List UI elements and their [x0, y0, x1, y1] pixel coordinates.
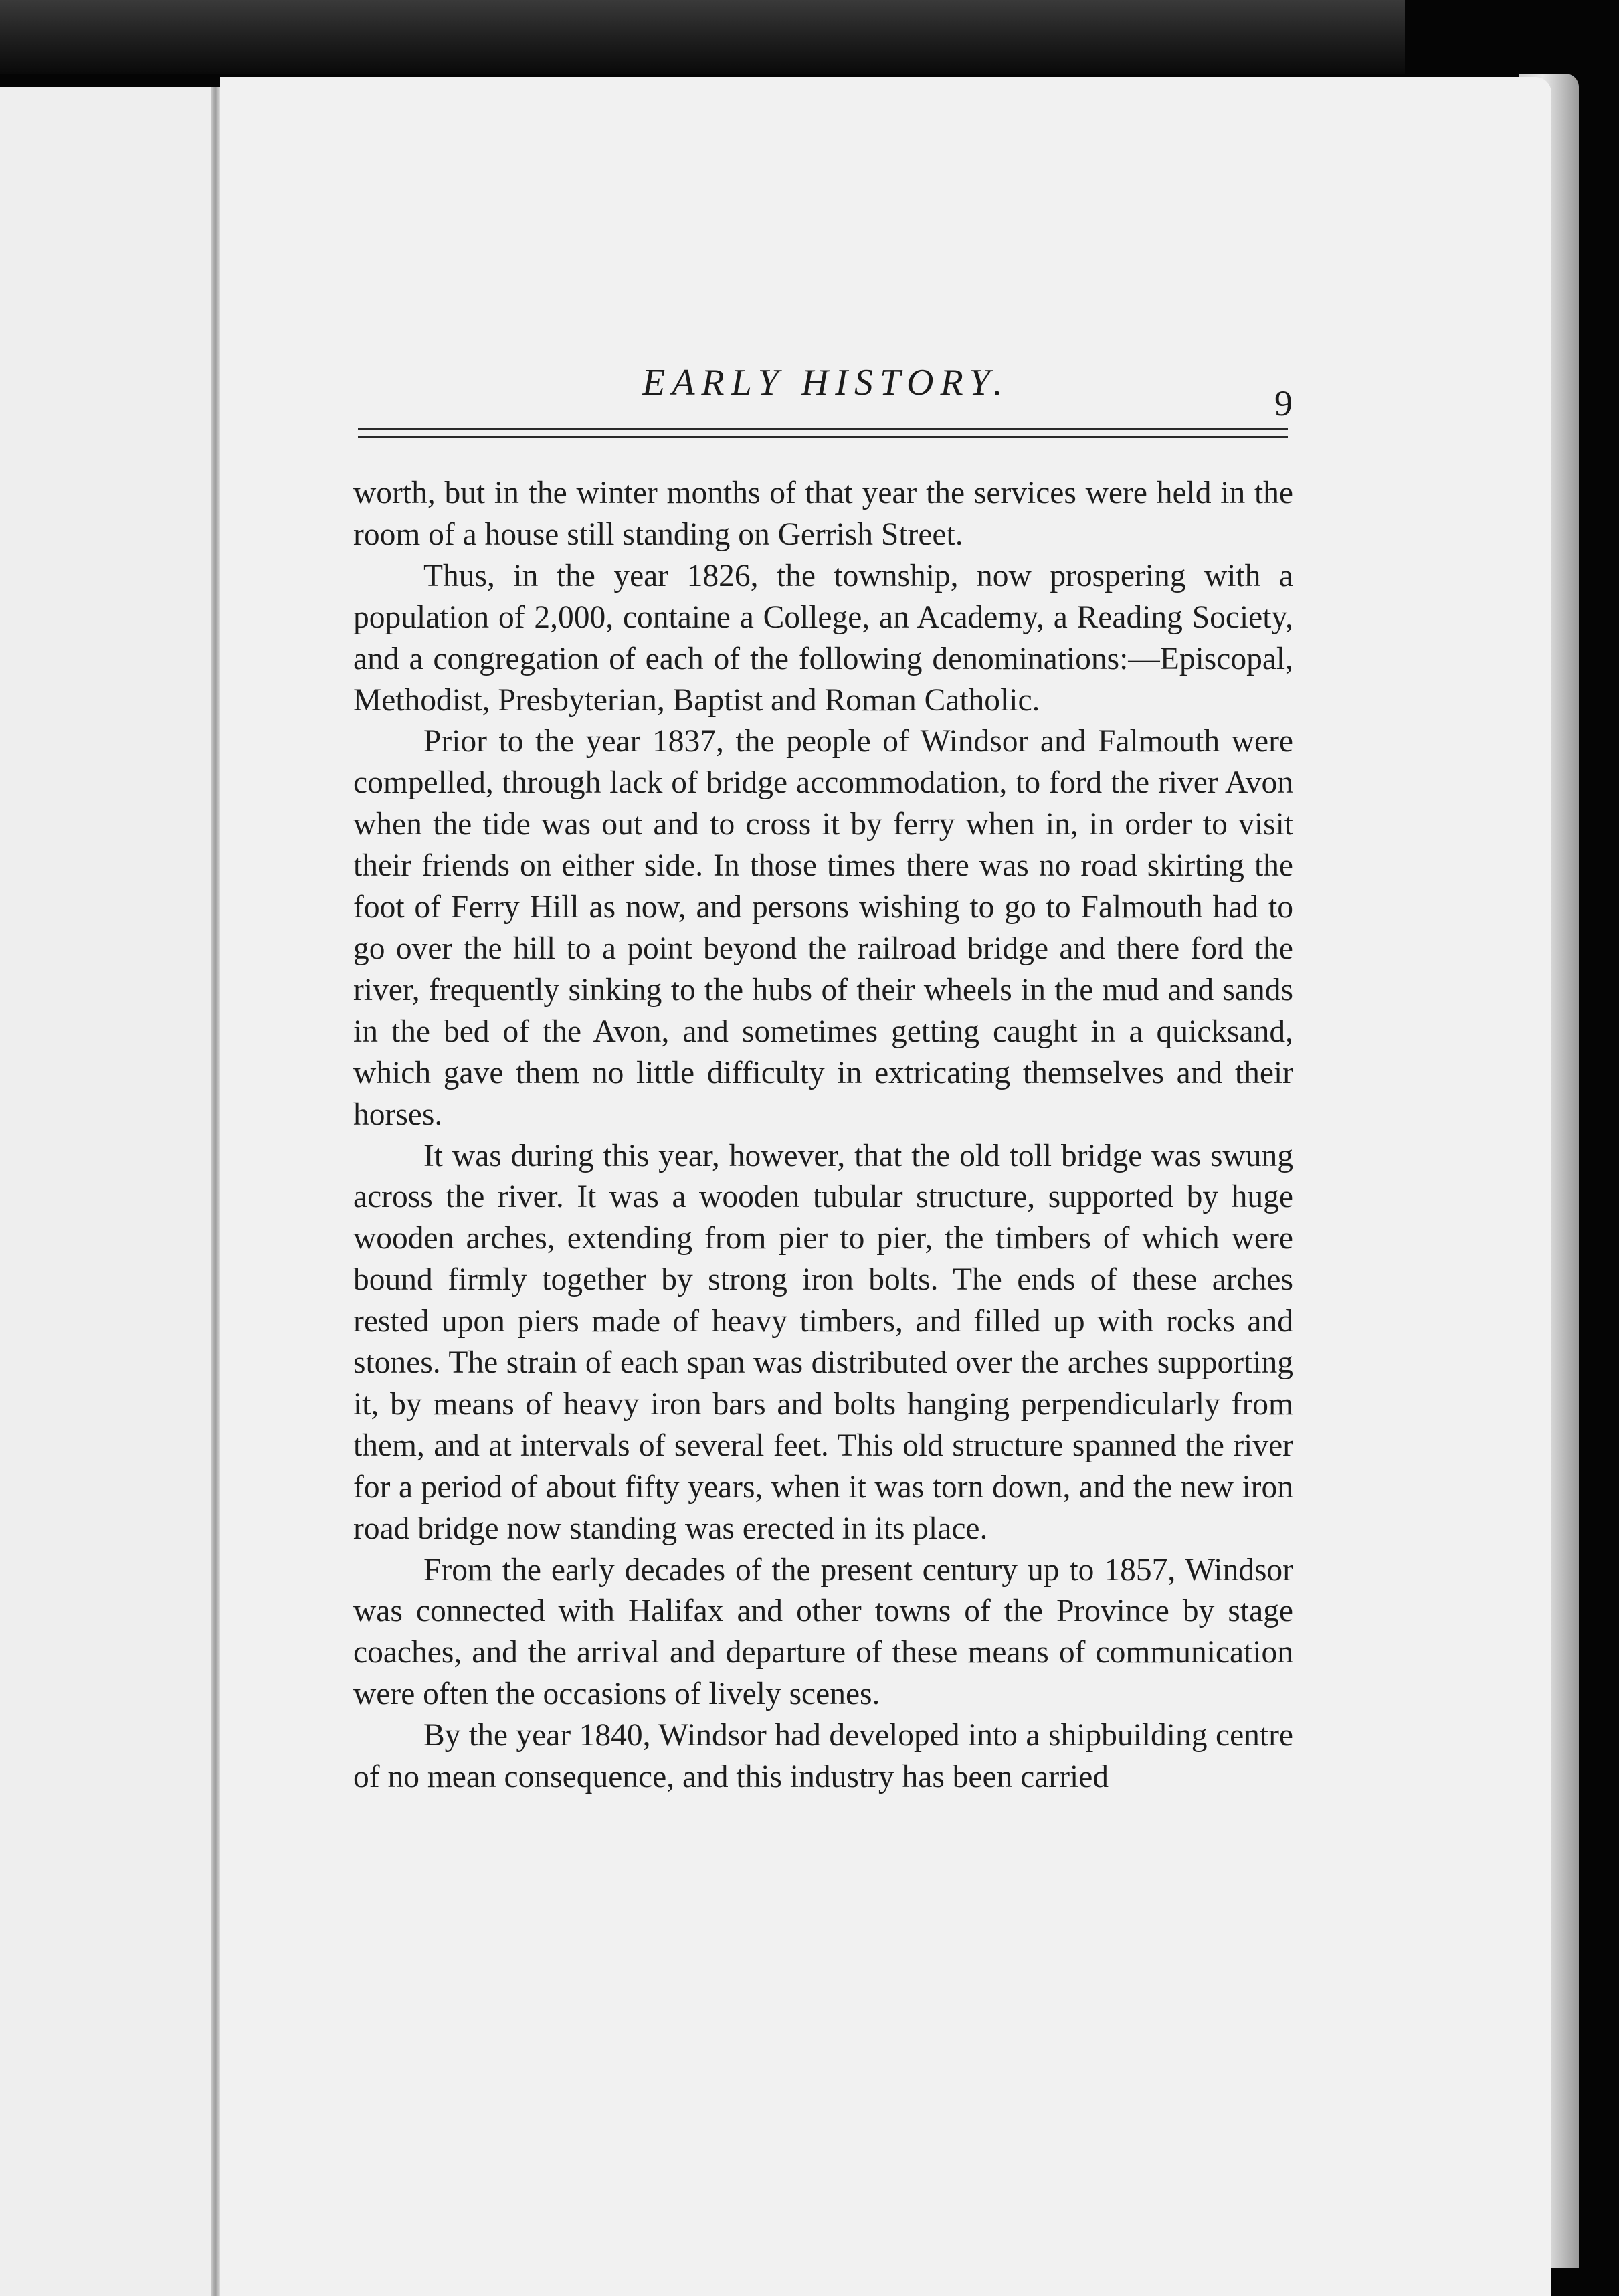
book-gutter: [211, 87, 220, 2296]
paragraph: Thus, in the year 1826, the township, now prospering with a population of 2,000, containe a College, an Academy, a Reading Society, and a congregation of each of the following denominations:—Episcopal, Methodist, Presbyterian, Baptist and Roman Catholic.: [353, 558, 1293, 718]
scan-background-top: [0, 0, 1405, 74]
header-rule: [358, 428, 1288, 430]
header-rule-secondary: [358, 436, 1288, 438]
paragraph: worth, but in the winter months of that year the services were held in the room of a house still standing on Gerrish Street.: [353, 476, 1293, 552]
paragraph: It was during this year, however, that the old toll bridge was swung across the river. It was a wooden tubular structure, supported by huge wooden arches, extending from pier to pier, the timbers of which were bound firmly together by strong iron bolts. The ends of these arches rested upon piers made of heavy timbers, and filled up with rocks and stones. The strain of each span was distributed over the arches supporting it, by means of heavy iron bars and bolts hanging perpendicularly from them, and at intervals of several feet. This old structure spanned the river for a period of about fifty years, when it was torn down, and the new iron road bridge now standing was erected in its place.: [353, 1138, 1293, 1546]
body-text: [353, 473, 1293, 1798]
running-head: EARLY HISTORY.: [642, 362, 1010, 403]
facing-page-left: [0, 87, 217, 2296]
page-number: 9: [1274, 383, 1293, 423]
paragraph: From the early decades of the present century up to 1857, Windsor was connected with Halifax and other towns of the Province by stage coaches, and the arrival and departure of these means of communication were often the occasions of lively scenes.: [353, 1552, 1293, 1712]
paragraph: By the year 1840, Windsor had developed into a shipbuilding centre of no mean consequence, and this industry has been carried: [353, 1718, 1293, 1795]
paragraph: Prior to the year 1837, the people of Windsor and Falmouth were compelled, through lack of bridge accommodation, to ford the river Avon when the tide was out and to cross it by ferry when in, in order to visit their friends on either side. In those times there was no road skirting the foot of Ferry Hill as now, and persons wishing to go to Falmouth had to go over the hill to a point beyond the railroad bridge and there ford the river, frequently sinking to the hubs of their wheels in the mud and sands in the bed of the Avon, and sometimes getting caught in a quicksand, which gave them no little difficulty in extricating themselves and their horses.: [353, 724, 1293, 1132]
